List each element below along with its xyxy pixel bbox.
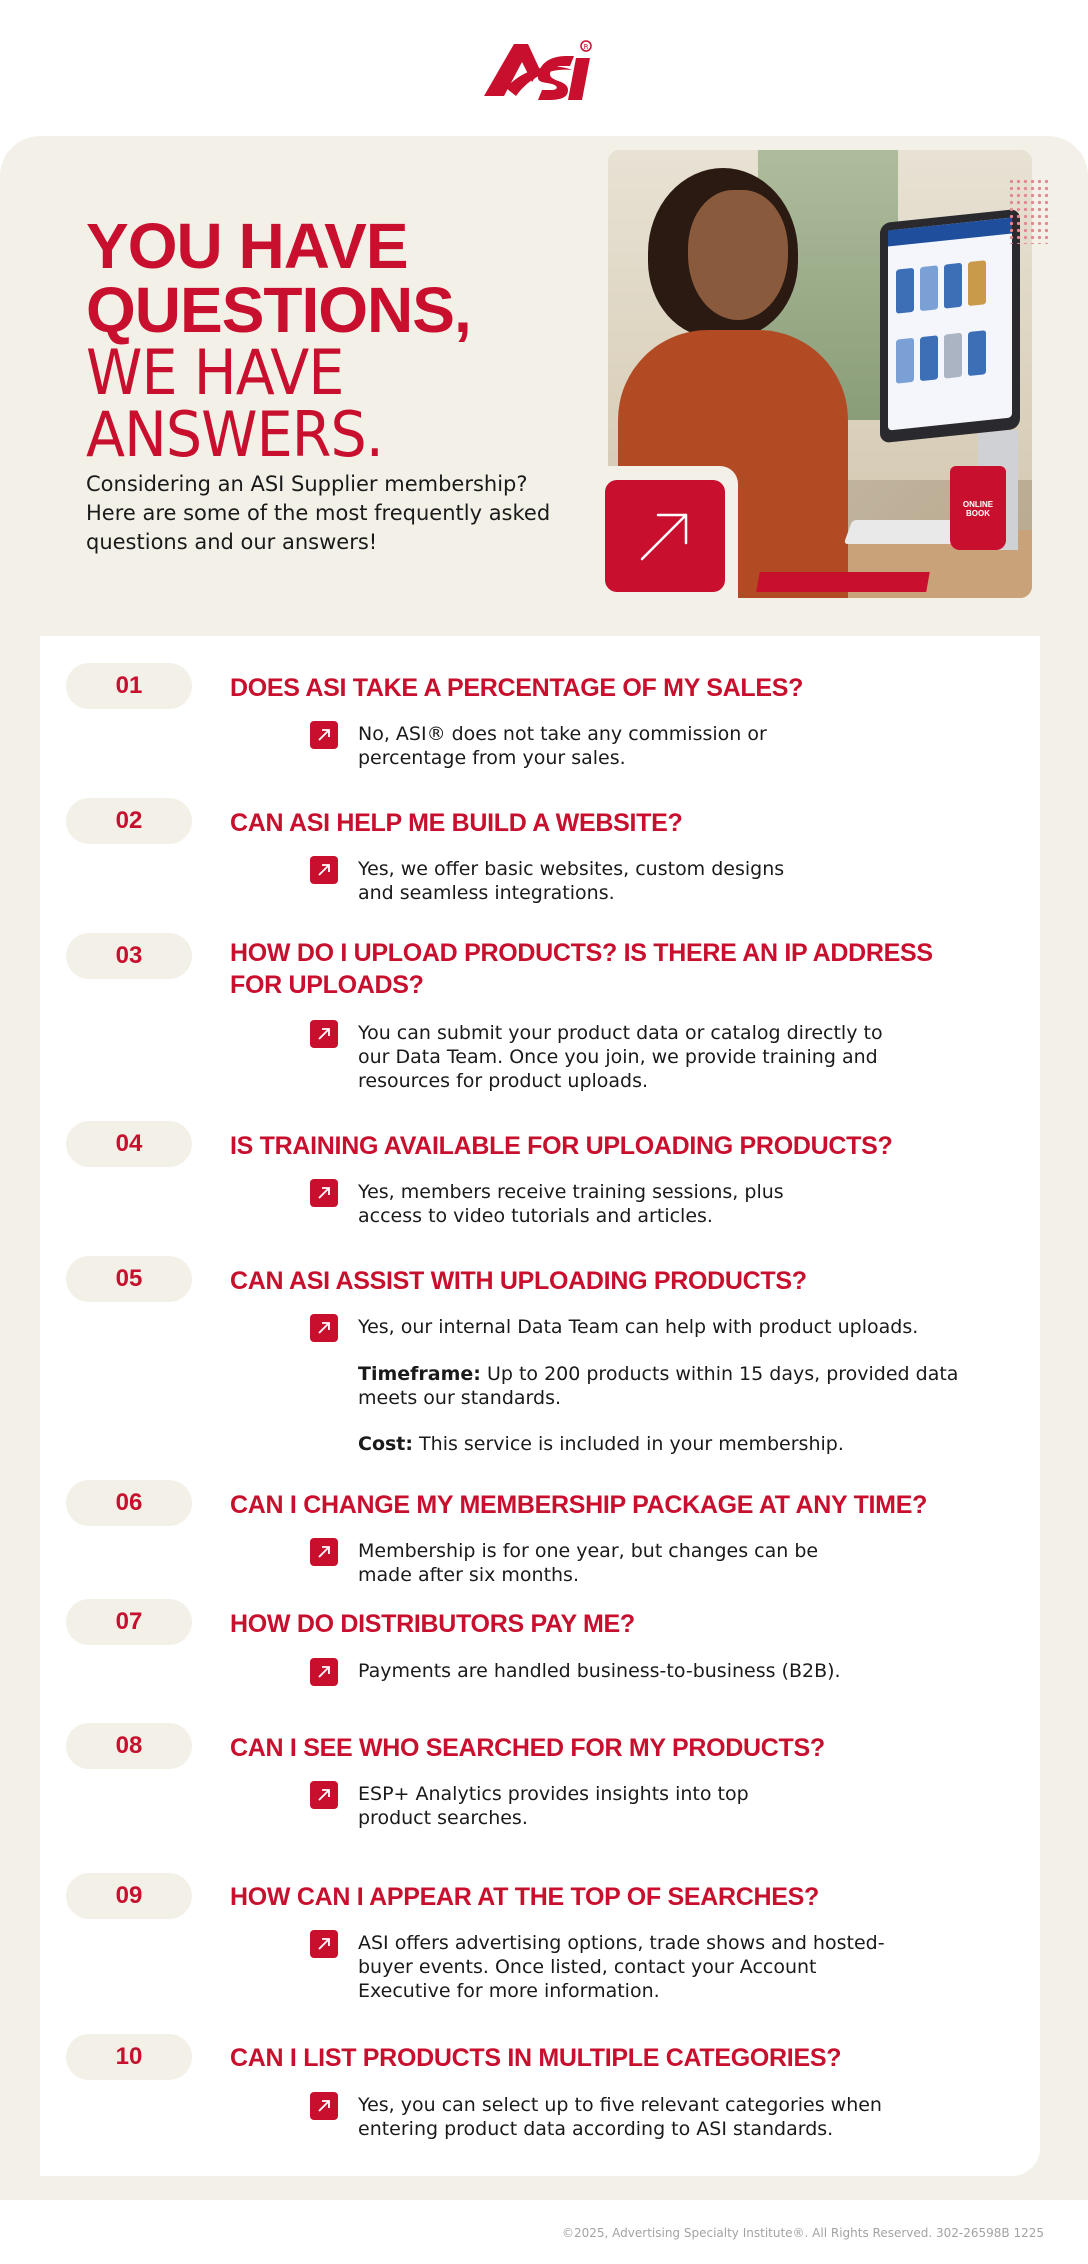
timeframe-label: Timeframe:: [358, 1363, 481, 1385]
faq-question: CAN ASI HELP ME BUILD A WEBSITE?: [230, 809, 683, 837]
faq-answer: [358, 1782, 749, 1830]
branded-cup: [950, 466, 1006, 550]
cup-label: ONLINE BOOK: [962, 500, 994, 518]
title-line: YOU HAVE: [86, 210, 408, 282]
answer-line: You can submit your product data or catalog directly to: [358, 1022, 883, 1044]
faq-number: 05: [66, 1256, 192, 1302]
faq-answer: [358, 1539, 818, 1587]
monitor: [880, 209, 1020, 444]
svg-text:R: R: [583, 43, 589, 51]
title-line: QUESTIONS,: [86, 274, 471, 346]
answer-line: our Data Team. Once you join, we provide training and: [358, 1046, 878, 1068]
cost-text: This service is included in your membership.: [413, 1433, 844, 1455]
arrow-up-right-icon: [310, 1020, 338, 1048]
arrow-up-right-icon: [310, 856, 338, 884]
arrow-up-right-icon: [310, 1781, 338, 1809]
page-title: [86, 210, 606, 471]
asi-logo: [476, 34, 602, 104]
question-line: HOW DO I UPLOAD PRODUCTS? IS THERE AN IP ADDRESS: [230, 939, 933, 967]
screen-product: [944, 333, 962, 379]
arrow-up-right-icon: [310, 721, 338, 749]
screen-product: [920, 335, 938, 381]
answer-line: buyer events. Once listed, contact your Account: [358, 1956, 817, 1978]
faq-answer: [358, 1021, 883, 1093]
faq-number: 04: [66, 1121, 192, 1167]
screen-header: [888, 217, 1012, 246]
answer-line: Yes, you can select up to five relevant categories when: [358, 2094, 882, 2116]
faq-number: 08: [66, 1723, 192, 1769]
answer-line: Membership is for one year, but changes can be: [358, 1540, 819, 1562]
faq-number: 02: [66, 798, 192, 844]
screen-product: [944, 263, 962, 309]
timeframe-text: Up to 200 products within 15 days, provided data: [480, 1363, 959, 1385]
screen-product: [896, 268, 914, 314]
person-face: [688, 190, 788, 320]
timeframe-text: meets our standards.: [358, 1387, 562, 1409]
footer-copyright: ©2025, Advertising Specialty Institute®. All Rights Reserved. 302-26598B 1225: [562, 2226, 1045, 2240]
arrow-up-right-icon: [605, 480, 725, 592]
answer-line: Executive for more information.: [358, 1980, 660, 2002]
faq-answer-timeframe: [358, 1362, 958, 1410]
cost-label: Cost:: [358, 1433, 413, 1455]
faq-question: HOW CAN I APPEAR AT THE TOP OF SEARCHES?: [230, 1883, 819, 1911]
answer-line: No, ASI® does not take any commission or: [358, 723, 767, 745]
faq-answer: [358, 2093, 882, 2141]
screen-product: [920, 265, 938, 311]
faq-question: CAN I CHANGE MY MEMBERSHIP PACKAGE AT ANY TIME?: [230, 1491, 928, 1519]
answer-line: access to video tutorials and articles.: [358, 1205, 713, 1227]
arrow-up-right-icon: [310, 2092, 338, 2120]
screen-product: [896, 338, 914, 384]
arrow-up-right-icon: [310, 1538, 338, 1566]
faq-answer: Payments are handled business-to-business (B2B).: [358, 1660, 841, 1682]
title-line: ANSWERS.: [86, 398, 383, 471]
notebook: [756, 572, 930, 592]
answer-line: entering product data according to ASI standards.: [358, 2118, 834, 2140]
answer-line: Yes, members receive training sessions, plus: [358, 1181, 784, 1203]
arrow-up-right-icon: [310, 1179, 338, 1207]
arrow-up-right-icon: [310, 1658, 338, 1686]
answer-line: and seamless integrations.: [358, 882, 615, 904]
answer-line: ESP+ Analytics provides insights into top: [358, 1783, 749, 1805]
title-line: WE HAVE: [86, 336, 344, 409]
faq-answer-cost: [358, 1432, 844, 1456]
faq-number: 09: [66, 1873, 192, 1919]
faq-question: IS TRAINING AVAILABLE FOR UPLOADING PRODUCTS?: [230, 1132, 893, 1160]
faq-question: CAN I SEE WHO SEARCHED FOR MY PRODUCTS?: [230, 1734, 825, 1762]
faq-question: HOW DO DISTRIBUTORS PAY ME?: [230, 1610, 635, 1638]
answer-line: made after six months.: [358, 1564, 579, 1586]
answer-line: ASI offers advertising options, trade shows and hosted-: [358, 1932, 885, 1954]
faq-number: 07: [66, 1599, 192, 1645]
faq-answer: [358, 1931, 885, 2003]
question-line: FOR UPLOADS?: [230, 971, 424, 999]
decorative-dots: [1008, 178, 1052, 244]
faq-number: 01: [66, 663, 192, 709]
faq-number: 10: [66, 2034, 192, 2080]
answer-line: percentage from your sales.: [358, 747, 626, 769]
arrow-up-right-icon: [310, 1314, 338, 1342]
faq-question: CAN I LIST PRODUCTS IN MULTIPLE CATEGORIES?: [230, 2044, 842, 2072]
faq-question: CAN ASI ASSIST WITH UPLOADING PRODUCTS?: [230, 1267, 807, 1295]
monitor-screen: [888, 217, 1012, 430]
answer-line: product searches.: [358, 1807, 528, 1829]
faq-question: DOES ASI TAKE A PERCENTAGE OF MY SALES?: [230, 674, 804, 702]
screen-product: [968, 330, 986, 376]
faq-number: 06: [66, 1480, 192, 1526]
faq-answer: [358, 1180, 784, 1228]
arrow-up-right-icon: [310, 1930, 338, 1958]
answer-line: resources for product uploads.: [358, 1070, 649, 1092]
faq-number: 03: [66, 933, 192, 979]
screen-product: [968, 260, 986, 306]
faq-answer: [358, 722, 767, 770]
intro-text: Considering an ASI Supplier membership? Here are some of the most frequently asked questions and our answers!: [86, 472, 551, 554]
answer-line: Yes, we offer basic websites, custom designs: [358, 858, 785, 880]
faq-question: [230, 937, 950, 1001]
faq-answer: Yes, our internal Data Team can help with product uploads.: [358, 1316, 919, 1338]
faq-answer: [358, 857, 784, 905]
